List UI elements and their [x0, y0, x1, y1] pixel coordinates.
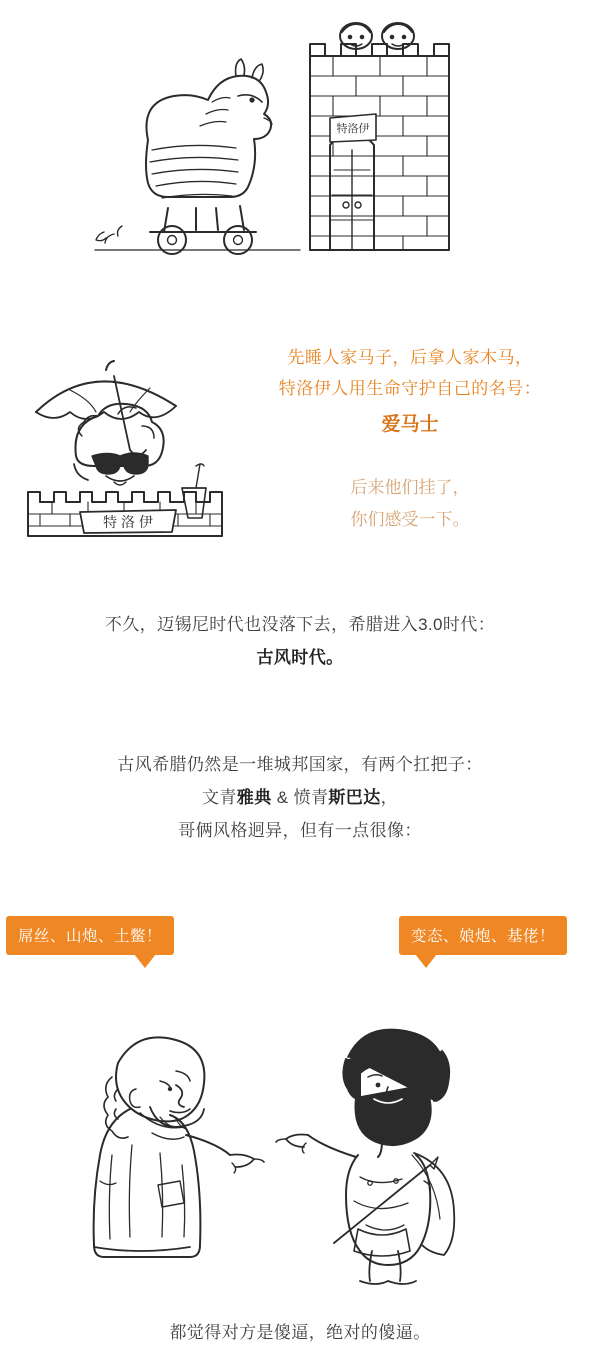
quote-tail-2: 你们感受一下。 — [350, 510, 470, 530]
paragraph-1-line-1: 不久，迈锡尼时代也没落下去，希腊进入3.0时代： — [104, 615, 496, 634]
text-comma: ， — [380, 788, 399, 808]
text-athens: 雅典 — [236, 788, 272, 808]
paragraph-2-line-1: 古风希腊仍然是一堆城邦国家，有两个扛把子： — [117, 755, 483, 774]
spartan-figure — [276, 1029, 454, 1284]
paragraph-2-line-2 — [0, 781, 600, 814]
text-sparta-prefix: & 愤青 — [271, 788, 329, 808]
athenian-and-spartan-illustration — [0, 985, 600, 1285]
text-sparta: 斯巴达 — [328, 788, 381, 808]
paragraph-archaic-era — [0, 608, 600, 674]
trojan-horse-illustration — [0, 0, 600, 300]
quote-tail-1: 后来他们挂了， — [350, 478, 470, 498]
speech-bubble-left: 屌丝、山炮、土鳖！ — [6, 916, 174, 955]
text-athens-prefix: 文青 — [201, 788, 237, 808]
quote-line-2: 特洛伊人用生命守护自己的名号： — [278, 379, 542, 399]
wooden-horse — [96, 59, 272, 254]
athenian-figure — [94, 1037, 264, 1257]
quote-text-group — [235, 342, 585, 537]
sheep-character — [74, 404, 206, 518]
sheep-under-umbrella-illustration — [10, 340, 235, 540]
paragraph-1-line-2: 古风时代。 — [256, 648, 344, 668]
gate-sign-text: 特洛伊 — [336, 123, 370, 135]
wall-with-sign — [28, 492, 222, 536]
speech-bubble-right: 变态、娘炮、基佬！ — [399, 916, 567, 955]
quote-block — [0, 320, 600, 580]
quote-tail-group — [235, 472, 585, 537]
soldier-heads — [340, 23, 414, 49]
wall-sign-text: 特 洛 伊 — [103, 514, 153, 530]
paragraph-2-line-3: 哥俩风格迥异，但有一点很像： — [178, 821, 422, 841]
quote-line-1: 先睡人家马子，后拿人家木马， — [287, 348, 533, 367]
paragraph-two-city-states — [0, 748, 600, 847]
city-gate — [330, 114, 376, 250]
closing-caption: 都觉得对方是傻逼，绝对的傻逼。 — [169, 1323, 431, 1342]
quote-highlight: 爱马士 — [381, 413, 439, 435]
